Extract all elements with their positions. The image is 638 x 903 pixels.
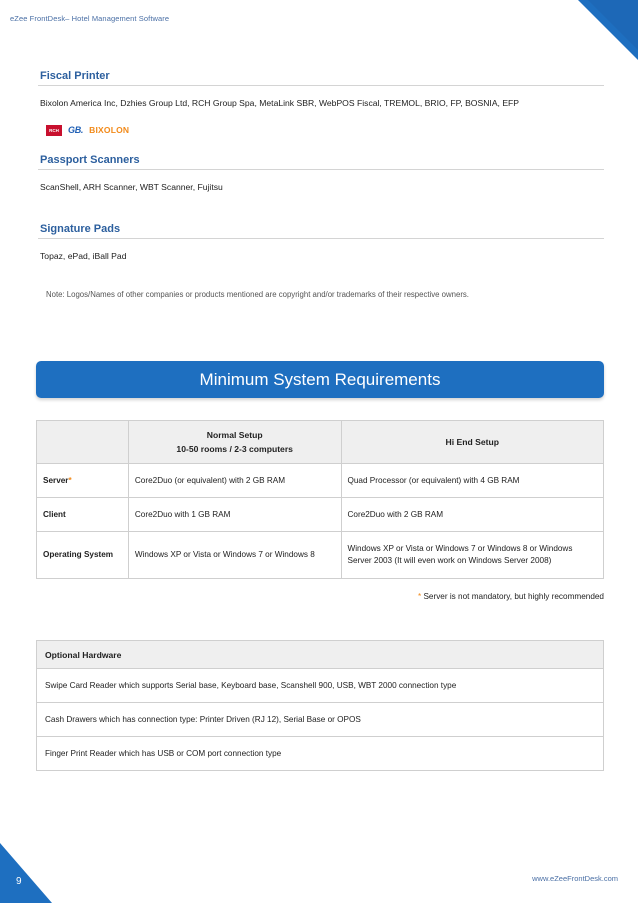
cell-client-normal: Core2Duo with 1 GB RAM <box>128 498 341 532</box>
bixolon-logo: BIXOLON <box>89 125 130 135</box>
section-title-fiscal-printer: Fiscal Printer <box>40 70 110 82</box>
required-asterisk: * <box>68 476 72 485</box>
optional-hardware-table <box>36 640 604 771</box>
row-label-server: Server* <box>37 464 129 498</box>
row-label-client: Client <box>37 498 129 532</box>
table-row <box>37 669 604 703</box>
gb-logo: GB. <box>68 125 84 135</box>
document-header-title: eZee FrontDesk– Hotel Management Software <box>10 14 170 23</box>
table-row <box>37 532 604 579</box>
row-label-os: Operating System <box>37 532 129 579</box>
corner-decoration-top-right <box>578 0 638 60</box>
footnote-text: Server is not mandatory, but highly recommended <box>423 592 604 601</box>
cell-server-hiend: Quad Processor (or equivalent) with 4 GB RAM <box>341 464 604 498</box>
normal-setup-capacity: 10-50 rooms / 2-3 computers <box>176 444 293 454</box>
cell-os-normal: Windows XP or Vista or Windows 7 or Windows 8 <box>128 532 341 579</box>
cell-client-hiend: Core2Duo with 2 GB RAM <box>341 498 604 532</box>
table-row <box>37 464 604 498</box>
table-header-normal-setup <box>128 421 341 464</box>
table-row <box>37 737 604 771</box>
optional-item-cash-drawer: Cash Drawers which has connection type: Printer Driven (RJ 12), Serial Base or OPOS <box>37 703 604 737</box>
optional-item-swipe-card: Swipe Card Reader which supports Serial base, Keyboard base, Scanshell 900, USB, WBT 2000 connection type <box>37 669 604 703</box>
footnote-asterisk: * <box>418 592 422 601</box>
normal-setup-label: Normal Setup <box>206 430 263 440</box>
fiscal-printer-logos <box>46 124 129 136</box>
table-header-hiend-setup: Hi End Setup <box>341 421 604 464</box>
section-body-signature-pads: Topaz, ePad, iBall Pad <box>40 251 127 261</box>
section-body-fiscal-printer: Bixolon America Inc, Dzhies Group Ltd, RCH Group Spa, MetaLink SBR, WebPOS Fiscal, TREMOL, BRIO, FP, BOSNIA, EFP <box>40 98 520 108</box>
footer-url: www.eZeeFrontDesk.com <box>532 874 618 883</box>
section-title-signature-pads: Signature Pads <box>40 223 121 235</box>
trademark-note: Note: Logos/Names of other companies or products mentioned are copyright and/or trademarks of their respective owners. <box>46 290 469 299</box>
table-header-empty <box>37 421 129 464</box>
table-header-row <box>37 641 604 669</box>
section-title-passport-scanners: Passport Scanners <box>40 154 140 166</box>
section-divider <box>38 238 604 239</box>
table-row <box>37 498 604 532</box>
optional-hardware-title: Optional Hardware <box>37 641 604 669</box>
table-row <box>37 703 604 737</box>
section-divider <box>38 169 604 170</box>
cell-os-hiend: Windows XP or Vista or Windows 7 or Windows 8 or Windows Server 2003 (It will even work on Windows Server 2008) <box>341 532 604 579</box>
requirements-title: Minimum System Requirements <box>199 369 441 389</box>
corner-decoration-bottom-left <box>0 843 52 903</box>
requirements-banner <box>36 361 604 398</box>
requirements-table <box>36 420 604 579</box>
rch-logo: RCH <box>46 125 62 136</box>
optional-item-fingerprint: Finger Print Reader which has USB or COM port connection type <box>37 737 604 771</box>
cell-server-normal: Core2Duo (or equivalent) with 2 GB RAM <box>128 464 341 498</box>
section-body-passport-scanners: ScanShell, ARH Scanner, WBT Scanner, Fujitsu <box>40 182 223 192</box>
table-header-row <box>37 421 604 464</box>
section-divider <box>38 85 604 86</box>
page-number: 9 <box>16 876 22 887</box>
server-footnote <box>418 592 604 601</box>
